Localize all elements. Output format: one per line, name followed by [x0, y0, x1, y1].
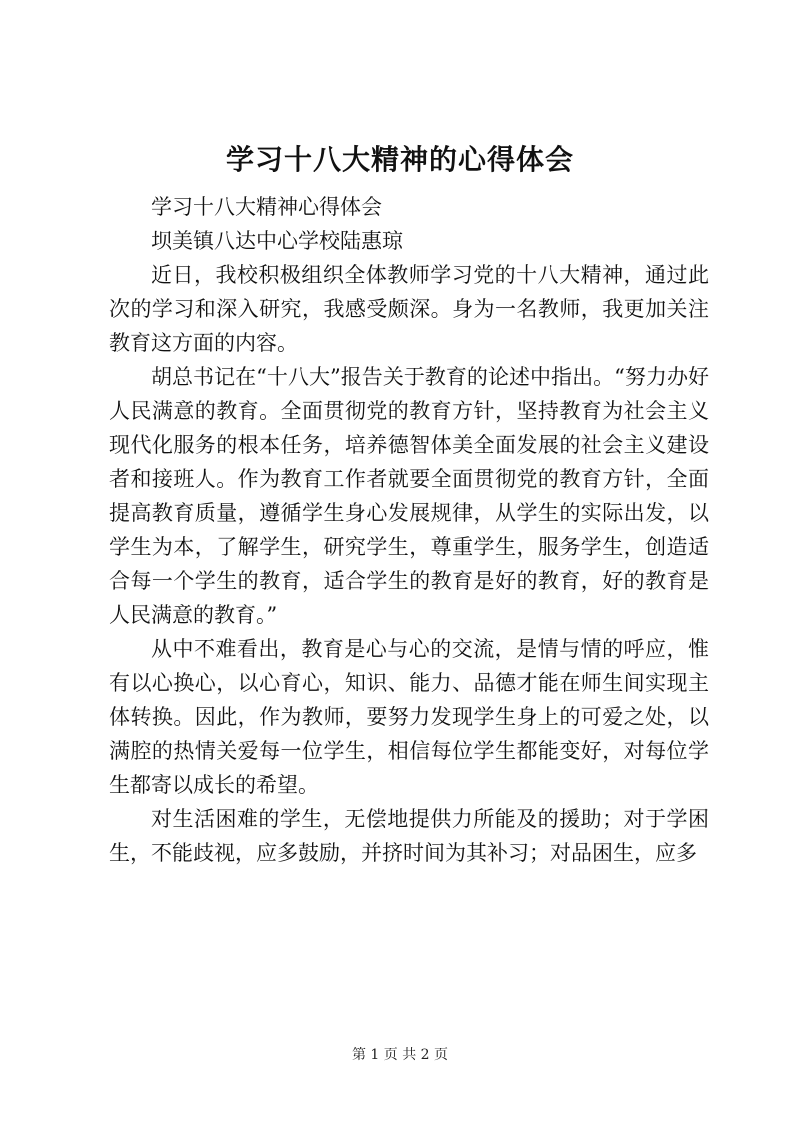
- page-footer: 第 1 页 共 2 页: [351, 1047, 449, 1063]
- body-paragraph: 胡总书记在“十八大”报告关于教育的论述中指出。“努力办好人民满意的教育。全面贯彻党的教育方针，坚持教育为社会主义现代化服务的根本任务，培养德智体美全面发展的社会主义建设者和接班人。作为教育工作者就要全面贯彻党的教育方针，全面提高教育质量，遵循学生身心发展规律，从学生的实际出发，以学生为本，了解学生，研究学生，尊重学生，服务学生，创造适合每一个学生的教育，适合学生的教育是好的教育，好的教育是人民满意的教育。”: [109, 365, 709, 627]
- subtitle-paragraph: 学习十八大精神心得体会: [151, 195, 382, 219]
- body-paragraph: 从中不难看出，教育是心与心的交流，是情与情的呼应，惟有以心换心，以心育心，知识、能力、品德才能在师生间实现主体转换。因此，作为教师，要努力发现学生身上的可爱之处，以满腔的热情关爱每一位学生，相信每位学生都能变好，对每位学生都寄以成长的希望。: [109, 637, 709, 797]
- body-paragraph: 近日，我校积极组织全体教师学习党的十八大精神，通过此次的学习和深入研究，我感受颇深。身为一名教师，我更加关注教育这方面的内容。: [109, 263, 709, 355]
- document-title: 学习十八大精神的心得体会: [225, 143, 574, 176]
- document-body: [109, 190, 709, 870]
- author-paragraph: 坝美镇八达中心学校陆惠琼: [151, 229, 403, 253]
- body-paragraph: 对生活困难的学生，无偿地提供力所能及的援助；对于学困生，不能歧视，应多鼓励，并挤时间为其补习；对品困生，应多: [109, 807, 709, 865]
